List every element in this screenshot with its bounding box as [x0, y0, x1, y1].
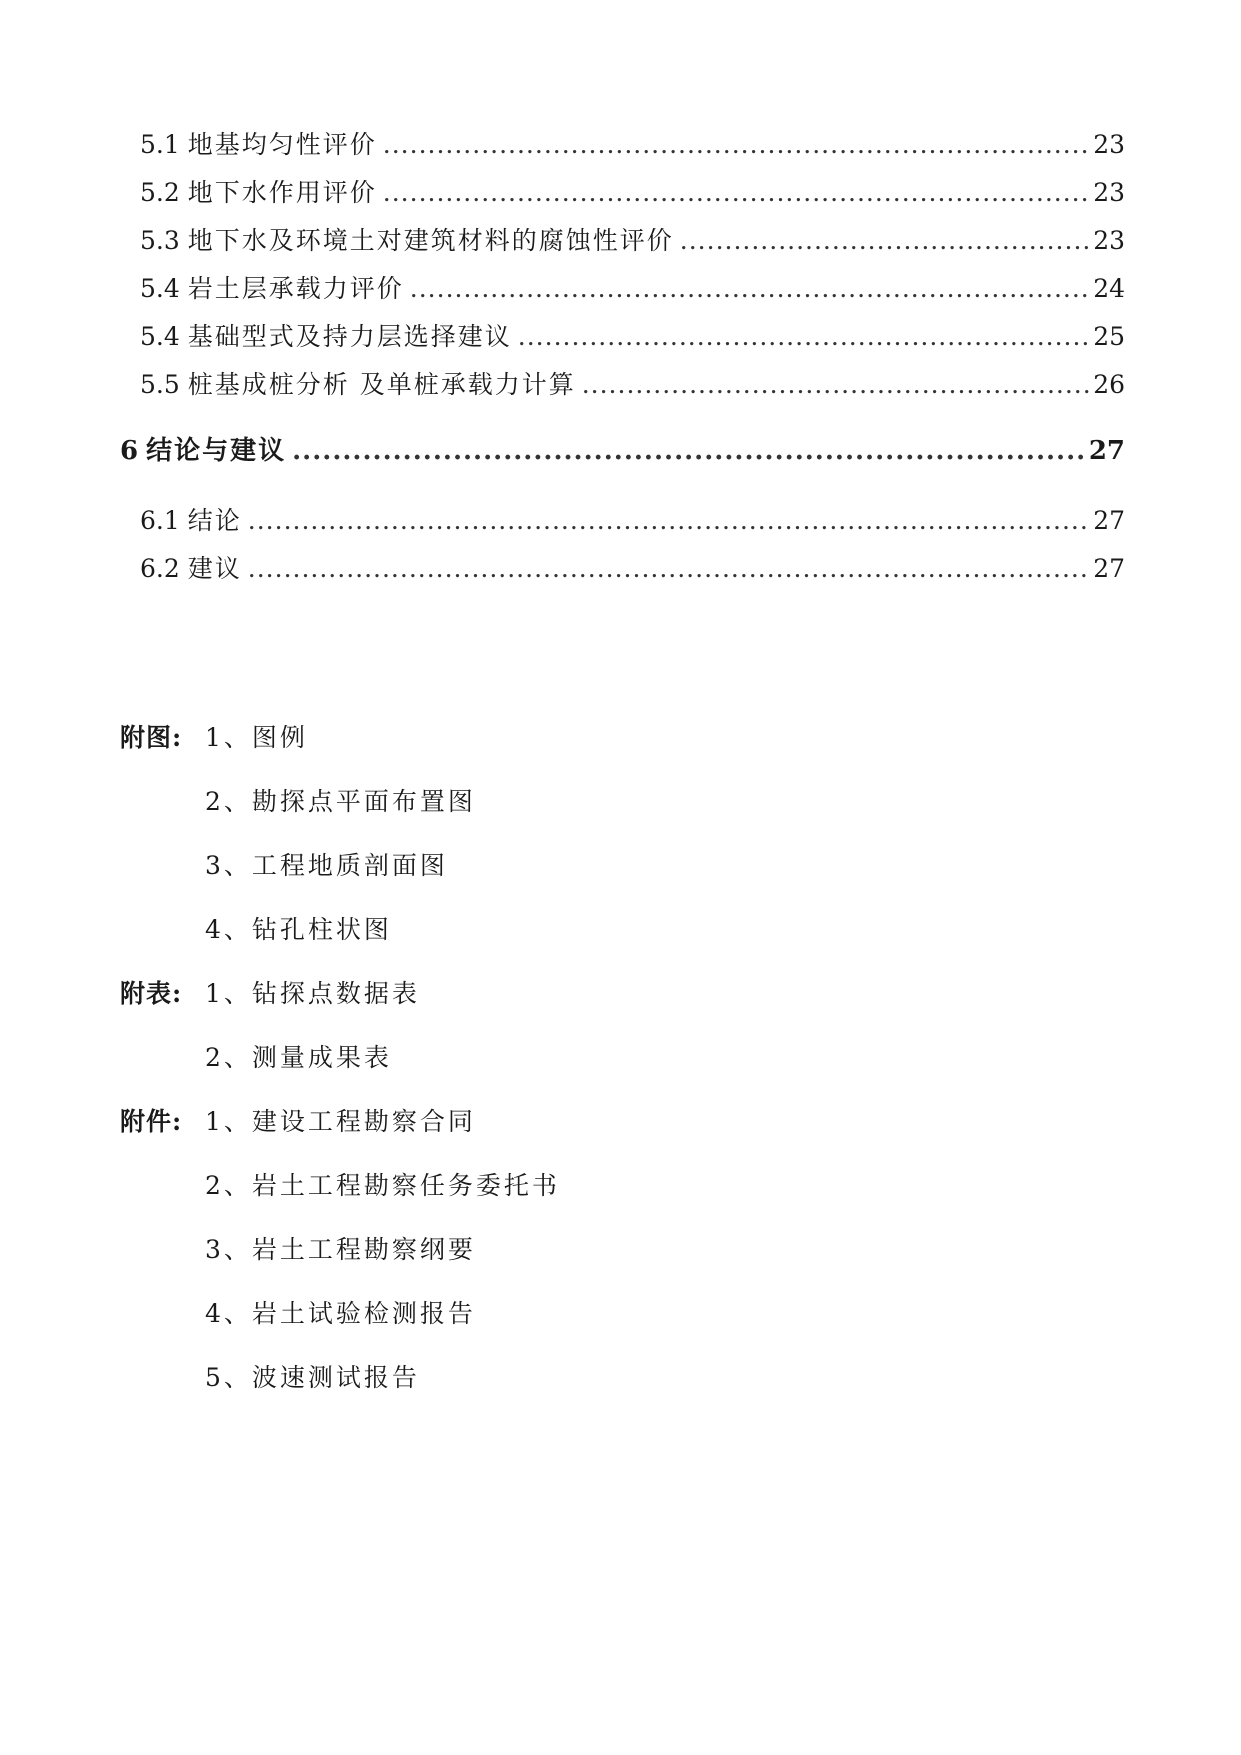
appendix-attachments-heading: 附件: — [120, 1107, 183, 1136]
toc-entry-page: 23 — [1093, 178, 1125, 207]
toc-entry-title: 地下水作用评价 — [187, 178, 377, 207]
toc-entry-page: 23 — [1093, 226, 1125, 255]
toc-entry[interactable] — [140, 552, 1125, 586]
toc-entry[interactable] — [140, 176, 1125, 210]
toc-entry[interactable] — [140, 224, 1125, 258]
toc-entry-number: 5.5 — [140, 370, 180, 399]
toc-entry-title: 建议 — [187, 554, 242, 583]
appendix-table-item: 2、测量成果表 — [205, 1043, 392, 1072]
toc-entry-number: 6.1 — [140, 506, 180, 535]
toc-entry[interactable] — [140, 272, 1125, 306]
toc-entry[interactable] — [140, 368, 1125, 402]
appendix-figure-item: 4、钻孔柱状图 — [205, 915, 392, 944]
toc-leader-dots — [248, 504, 1089, 538]
toc-entry[interactable] — [140, 504, 1125, 538]
toc-chapter-number: 6 — [120, 436, 139, 466]
toc-leader-dots — [292, 434, 1085, 468]
toc-entry-number: 5.2 — [140, 178, 180, 207]
appendix-attachment-item: 3、岩土工程勘察纲要 — [205, 1235, 476, 1264]
toc-entry-title: 桩基成桩分析 及单桩承载力计算 — [187, 370, 576, 399]
toc-entry[interactable] — [140, 128, 1125, 162]
toc-entry-title: 地下水及环境土对建筑材料的腐蚀性评价 — [187, 226, 674, 255]
toc-entry-page: 24 — [1093, 274, 1125, 303]
toc-leader-dots — [383, 128, 1089, 162]
appendix-table-item: 1、钻探点数据表 — [205, 979, 420, 1008]
toc-leader-dots — [680, 224, 1089, 258]
appendix-attachment-item: 2、岩土工程勘察任务委托书 — [205, 1171, 560, 1200]
appendix-figure-item: 3、工程地质剖面图 — [205, 851, 448, 880]
appendix-tables-heading: 附表: — [120, 979, 183, 1008]
toc-entry-title: 地基均匀性评价 — [187, 130, 377, 159]
toc-leader-dots — [582, 368, 1089, 402]
toc-entry[interactable] — [140, 320, 1125, 354]
toc-entry-page: 26 — [1093, 370, 1125, 399]
appendix-attachment-item: 1、建设工程勘察合同 — [205, 1107, 476, 1136]
toc-leader-dots — [248, 552, 1089, 586]
toc-entry-number: 5.3 — [140, 226, 180, 255]
toc-entry-title: 结论 — [187, 506, 242, 535]
appendix-attachment-item: 5、波速测试报告 — [205, 1363, 420, 1392]
toc-leader-dots — [410, 272, 1089, 306]
toc-entry-number: 5.4 — [140, 274, 180, 303]
toc-entry-number: 5.1 — [140, 130, 180, 159]
toc-entry-title: 基础型式及持力层选择建议 — [187, 322, 512, 351]
toc-entry-page: 23 — [1093, 130, 1125, 159]
toc-chapter-page: 27 — [1088, 436, 1125, 466]
toc-entry-page: 27 — [1093, 506, 1125, 535]
appendix-figure-item: 2、勘探点平面布置图 — [205, 787, 476, 816]
toc-entry-title: 岩土层承载力评价 — [187, 274, 404, 303]
appendix-figures-heading: 附图: — [120, 723, 183, 752]
toc-chapter-entry[interactable] — [120, 434, 1125, 468]
toc-leader-dots — [383, 176, 1089, 210]
toc-entry-number: 6.2 — [140, 554, 180, 583]
toc-chapter-title: 结论与建议 — [146, 436, 287, 466]
toc-entry-page: 27 — [1093, 554, 1125, 583]
toc-entry-page: 25 — [1093, 322, 1125, 351]
appendix-figure-item: 1、图例 — [205, 723, 308, 752]
toc-entry-number: 5.4 — [140, 322, 180, 351]
appendix-attachment-item: 4、岩土试验检测报告 — [205, 1299, 476, 1328]
toc-leader-dots — [518, 320, 1089, 354]
